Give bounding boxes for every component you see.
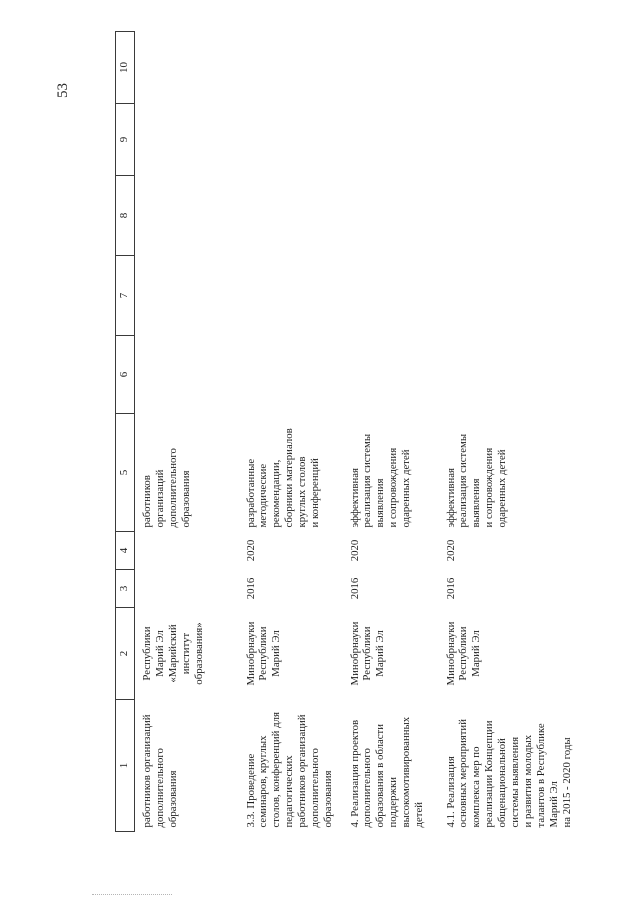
result-line: эффективная — [348, 467, 361, 528]
empty-cell — [343, 176, 439, 256]
start-year-cell: 2016 — [244, 577, 257, 600]
column-number-10: 10 — [116, 32, 135, 104]
empty-cell — [439, 32, 579, 104]
result-line: реализация системы — [361, 433, 374, 528]
result-line: разработанные — [244, 458, 257, 528]
column-number-4: 4 — [116, 532, 135, 570]
column-number-9: 9 — [116, 104, 135, 176]
executor-cell — [135, 608, 239, 700]
result-line: методические — [257, 463, 270, 528]
start-year-cell: 2016 — [348, 577, 361, 600]
empty-cell — [135, 176, 239, 256]
column-number-2: 2 — [116, 608, 135, 700]
column-number-8: 8 — [116, 176, 135, 256]
scan-artifact — [92, 884, 172, 895]
executor-cell — [439, 608, 579, 700]
activity-line: комплекса мер по — [470, 746, 483, 828]
activity-line: 4.1. Реализация — [444, 756, 457, 828]
result-line: организаций — [153, 469, 166, 528]
empty-cell — [239, 176, 343, 256]
activity-line: семинаров, круглых — [257, 735, 270, 828]
activity-line: работников организаций — [141, 714, 153, 828]
column-number-1: 1 — [116, 700, 135, 832]
executor-line: Республики — [257, 626, 270, 681]
empty-cell — [343, 336, 439, 414]
result-line: и сопровождения — [483, 447, 496, 528]
start-year-cell: 2016 — [444, 577, 457, 600]
end-year-cell: 2020 — [348, 539, 361, 562]
executor-cell — [239, 608, 343, 700]
result-line: образования — [179, 470, 192, 528]
activity-line: образования — [166, 770, 179, 828]
executor-line: Марий Эл — [374, 630, 387, 677]
activity-line: образования в области — [374, 723, 387, 828]
start-year-cell — [135, 570, 239, 608]
action-plan-table — [115, 31, 578, 832]
empty-cell — [135, 32, 239, 104]
activity-line: системы выявления — [509, 736, 522, 828]
empty-cell — [239, 336, 343, 414]
activity-line: высокомотивированных — [400, 716, 413, 828]
empty-cell — [239, 256, 343, 336]
result-line: одаренных детей — [400, 449, 413, 528]
empty-cell — [439, 176, 579, 256]
executor-line: Республики — [361, 626, 374, 681]
activity-line: 4. Реализация проектов — [348, 719, 361, 828]
executor-line: Республики — [141, 626, 153, 681]
activity-line: педагогических — [283, 755, 296, 828]
activity-line: столов, конференций для — [270, 712, 283, 828]
empty-cell — [135, 336, 239, 414]
result-cell — [239, 414, 343, 532]
result-line: эффективная — [444, 467, 457, 528]
result-cell — [439, 414, 579, 532]
executor-cell — [343, 608, 439, 700]
page-number: 53 — [55, 83, 71, 98]
executor-line: институт — [179, 632, 192, 675]
result-line: круглых столов — [296, 456, 309, 528]
table-row — [239, 32, 343, 832]
table-body — [135, 32, 579, 832]
empty-cell — [239, 32, 343, 104]
rotated-table-container — [115, 32, 574, 832]
executor-line: образования» — [192, 622, 205, 685]
activity-cell — [239, 700, 343, 832]
result-line: выявления — [374, 478, 387, 528]
empty-cell — [439, 336, 579, 414]
result-cell — [343, 414, 439, 532]
empty-cell — [135, 104, 239, 176]
column-number-6: 6 — [116, 336, 135, 414]
empty-cell — [343, 104, 439, 176]
result-line: выявления — [470, 478, 483, 528]
activity-line: на 2015 - 2020 годы — [561, 737, 574, 828]
executor-line: «Марийский — [166, 624, 179, 683]
column-number-5: 5 — [116, 414, 135, 532]
result-line: сборники материалов — [283, 428, 296, 528]
activity-cell — [343, 700, 439, 832]
activity-line: 3.3. Проведение — [244, 753, 257, 828]
activity-line: основных мероприятий — [457, 719, 470, 828]
activity-cell — [135, 700, 239, 832]
result-line: реализация системы — [457, 433, 470, 528]
activity-line: талантов в Республике — [535, 723, 548, 828]
empty-cell — [239, 104, 343, 176]
end-year-cell: 2020 — [244, 539, 257, 562]
executor-line: Минобрнауки — [244, 621, 257, 686]
executor-line: Минобрнауки — [444, 621, 457, 686]
activity-line: дополнительного — [361, 748, 374, 828]
activity-line: дополнительного — [309, 748, 322, 828]
activity-line: дополнительного — [153, 748, 166, 828]
table-row — [439, 32, 579, 832]
end-year-cell: 2020 — [444, 539, 457, 562]
end-year-cell — [135, 532, 239, 570]
empty-cell — [439, 104, 579, 176]
result-line: и конференций — [309, 458, 322, 528]
activity-line: образования — [322, 770, 335, 828]
result-line: и сопровождения — [387, 447, 400, 528]
activity-line: работников организаций — [296, 714, 309, 828]
empty-cell — [135, 256, 239, 336]
activity-line: реализации Концепции — [483, 720, 496, 828]
activity-cell — [439, 700, 579, 832]
activity-line: и развития молодых — [522, 734, 535, 828]
activity-line: Марий Эл — [548, 781, 561, 828]
empty-cell — [343, 256, 439, 336]
executor-line: Марий Эл — [270, 630, 283, 677]
result-cell — [135, 414, 239, 532]
table-header-row — [116, 32, 135, 832]
result-line: одаренных детей — [496, 449, 509, 528]
activity-line: поддержки — [387, 776, 400, 828]
column-number-7: 7 — [116, 256, 135, 336]
column-number-3: 3 — [116, 570, 135, 608]
executor-line: Минобрнауки — [348, 621, 361, 686]
result-line: рекомендации, — [270, 459, 283, 528]
executor-line: Республики — [457, 626, 470, 681]
table-row — [135, 32, 239, 832]
table-row — [343, 32, 439, 832]
activity-line: общенациональной — [496, 738, 509, 828]
activity-line: детей — [413, 801, 426, 828]
executor-line: Марий Эл — [153, 630, 166, 677]
empty-cell — [439, 256, 579, 336]
executor-line: Марий Эл — [470, 630, 483, 677]
result-line: дополнительного — [166, 448, 179, 528]
result-line: работников — [141, 475, 153, 528]
empty-cell — [343, 32, 439, 104]
